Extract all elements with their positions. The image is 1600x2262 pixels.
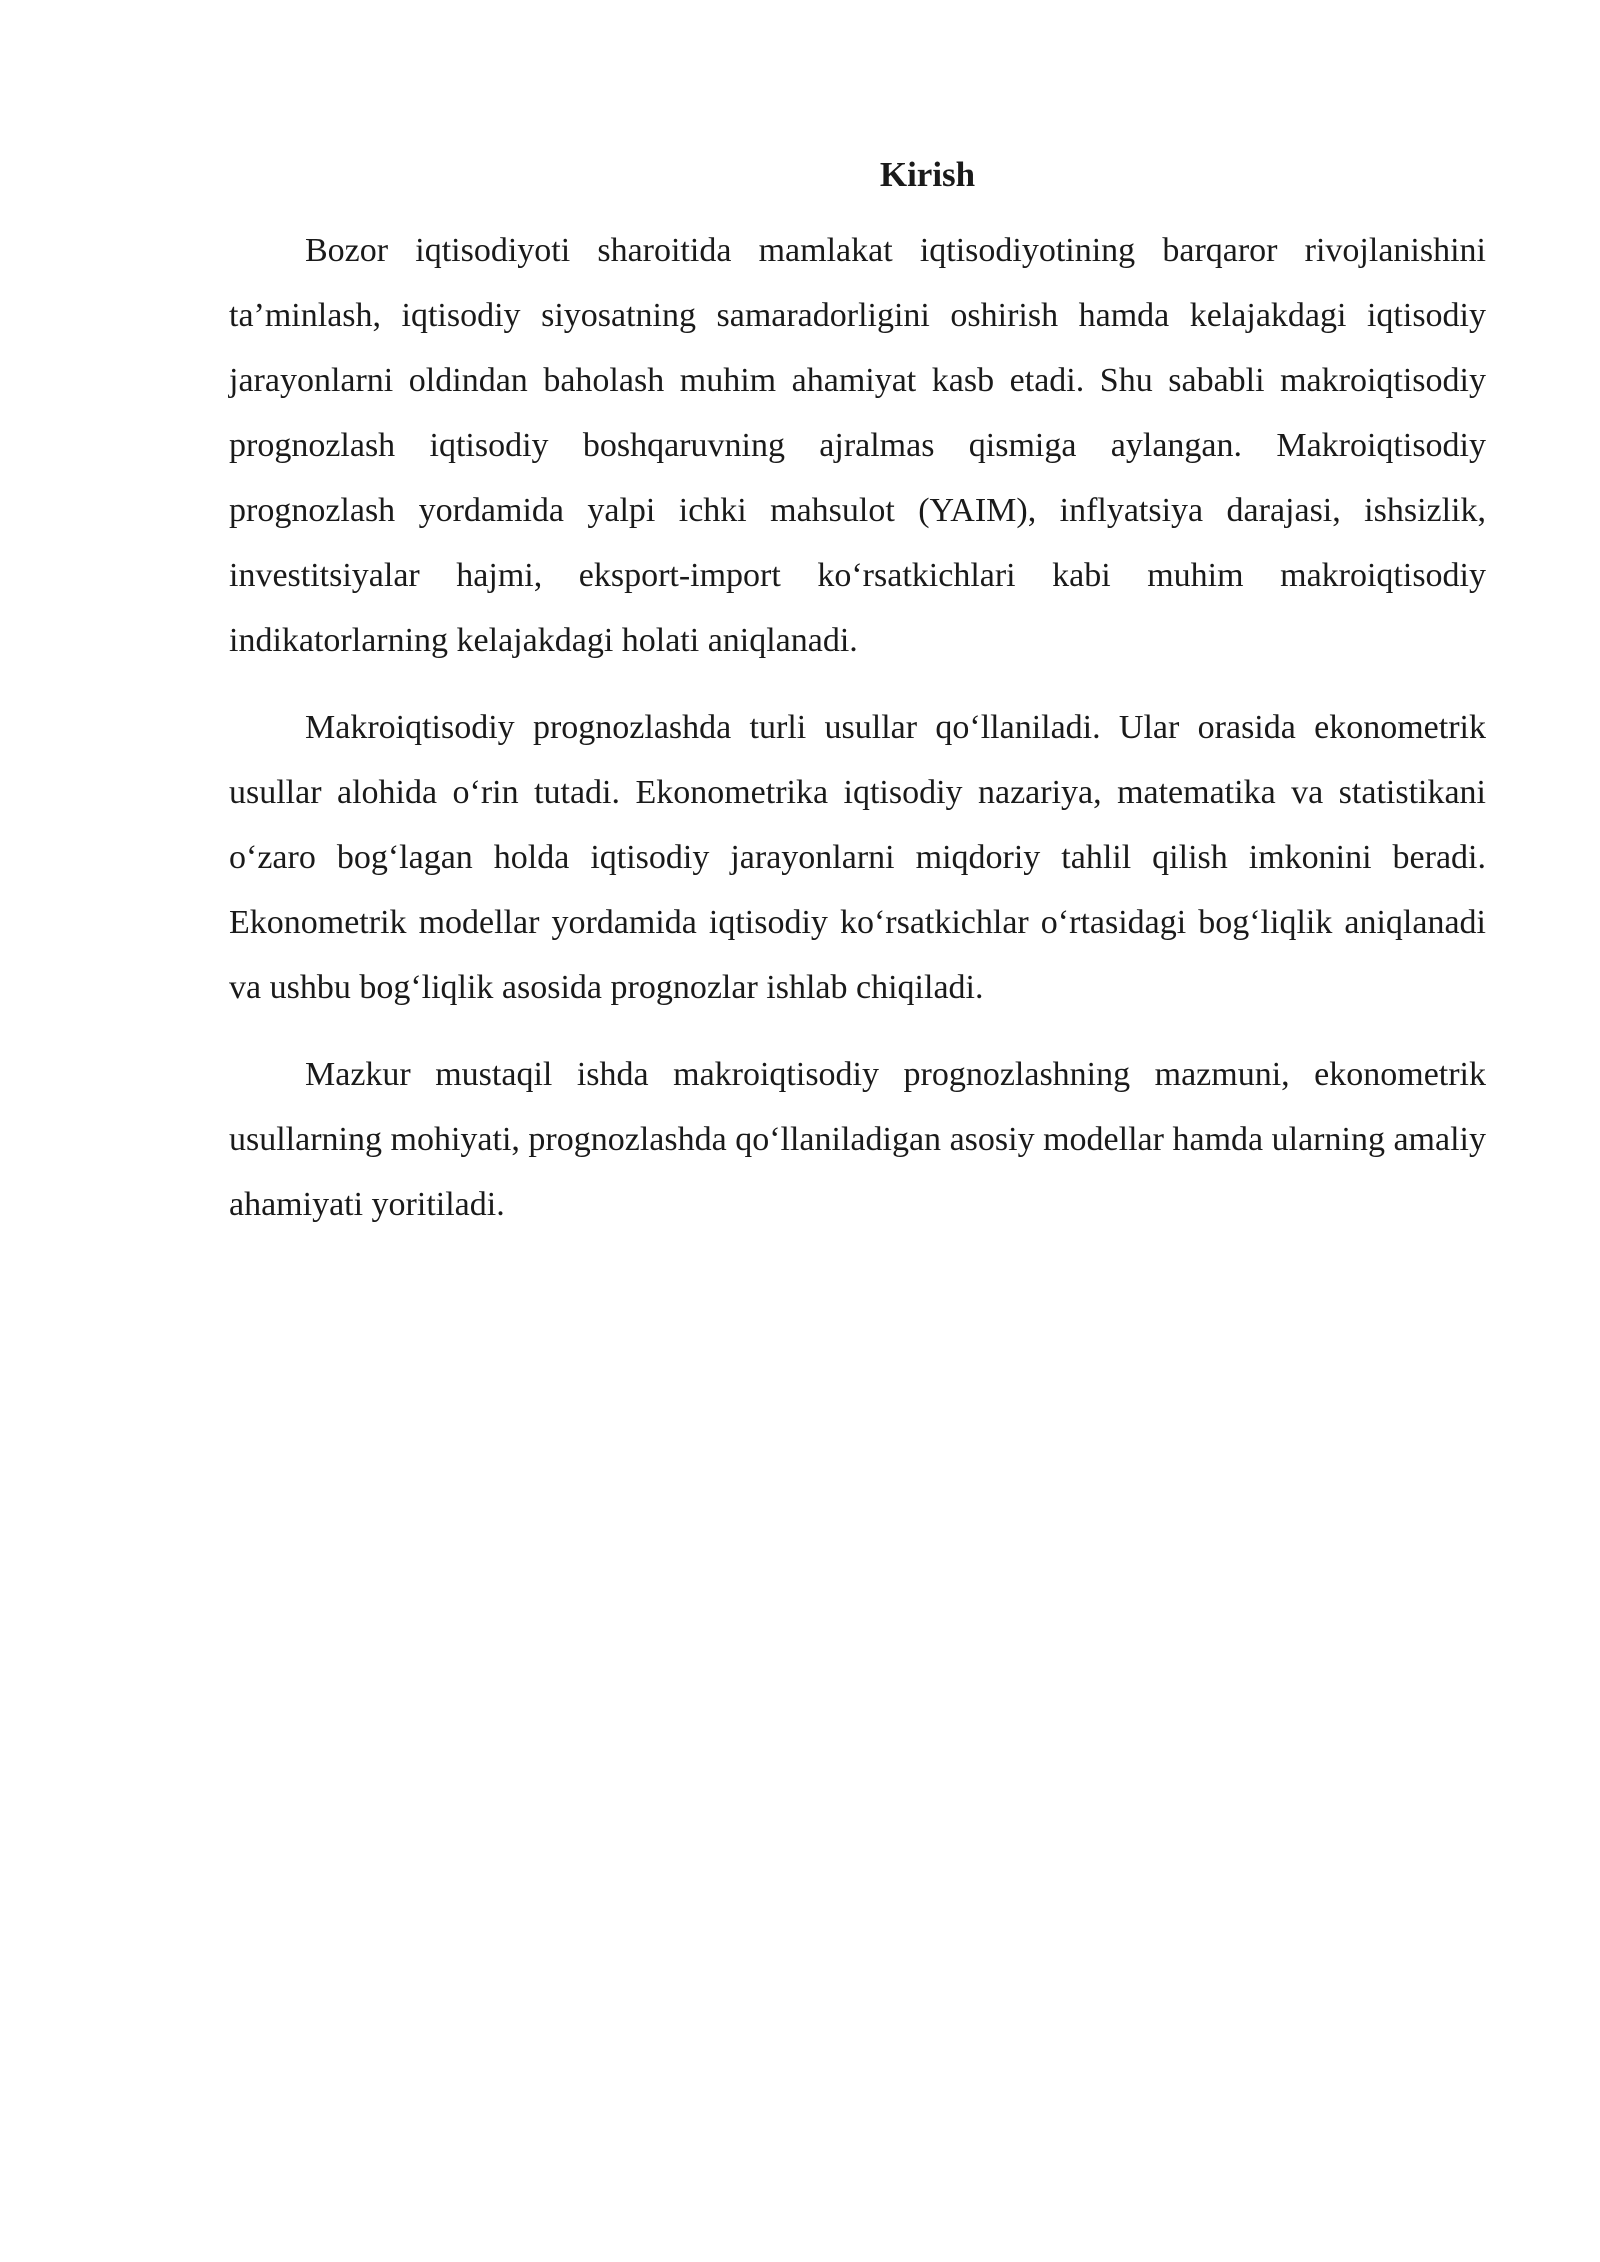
document-body: [229, 150, 1486, 1259]
paragraph-2: Makroiqtisodiy prognozlashda turli usullar qo‘llaniladi. Ular orasida ekonometrik usullar alohida o‘rin tutadi. Ekonometrika iqtisodiy nazariya, matematika va statistikani o‘zaro bog‘lagan holda iqtisodiy jarayonlarni miqdoriy tahlil qilish imkonini beradi. Ekonometrik modellar yordamida iqtisodiy ko‘rsatkichlar o‘rtasidagi bog‘liqlik aniqlanadi va ushbu bog‘liqlik asosida prognozlar ishlab chiqiladi.: [229, 709, 1486, 1006]
paragraph-1: Bozor iqtisodiyoti sharoitida mamlakat iqtisodiyotining barqaror rivojlanishini ta’minlash, iqtisodiy siyosatning samaradorligini oshirish hamda kelajakdagi iqtisodiy jarayonlarni oldindan baholash muhim ahamiyat kasb etadi. Shu sababli makroiqtisodiy prognozlash iqtisodiy boshqaruvning ajralmas qismiga aylangan. Makroiqtisodiy prognozlash yordamida yalpi ichki mahsulot (YAIM), inflyatsiya darajasi, ishsizlik, investitsiyalar hajmi, eksport-import ko‘rsatkichlari kabi muhim makroiqtisodiy indikatorlarning kelajakdagi holati aniqlanadi.: [229, 232, 1486, 659]
paragraph-3: Mazkur mustaqil ishda makroiqtisodiy prognozlashning mazmuni, ekonometrik usullarning mohiyati, prognozlashda qo‘llaniladigan asosiy modellar hamda ularning amaliy ahamiyati yoritiladi.: [229, 1056, 1486, 1223]
page-title: Kirish: [879, 155, 976, 194]
